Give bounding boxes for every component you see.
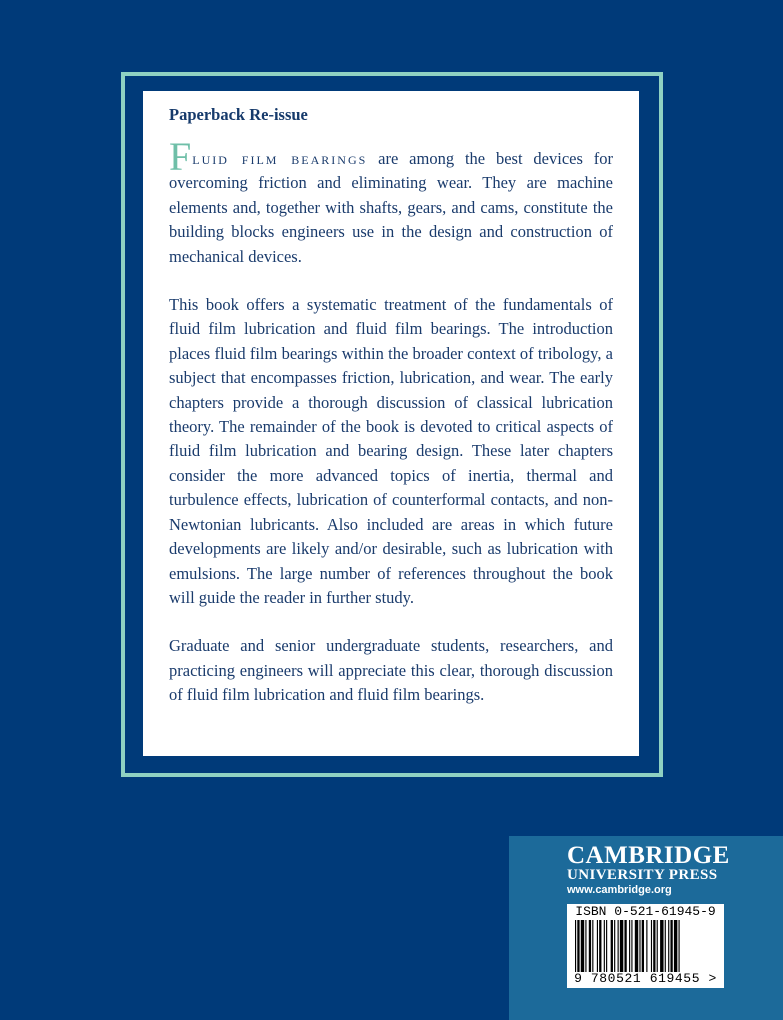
barcode-block: [567, 904, 724, 988]
intro-rest: are among the best devices for overcoming friction and eliminating wear. They are machine elements and, together with shafts, gears, and cams, constitute the building blocks engineers use in the design and construction of mechanical devices.: [169, 149, 613, 266]
audience-paragraph: Graduate and senior undergraduate students, researchers, and practicing engineers will appreciate this clear, thorough discussion of fluid film lubrication and fluid film bearings.: [169, 636, 613, 705]
publisher-name: CAMBRIDGE: [567, 842, 730, 869]
publisher-block: [509, 836, 783, 1020]
publisher-subtitle: UNIVERSITY PRESS: [567, 867, 718, 883]
drop-cap: F: [169, 134, 192, 179]
reissue-heading: Paperback Re-issue: [169, 105, 308, 124]
intro-smallcaps: luid film bearings: [192, 149, 368, 168]
barcode-digits: 9 780521 619455 >: [574, 971, 717, 986]
barcode-icon: [573, 920, 718, 972]
description-paragraph: This book offers a systematic treatment of the fundamentals of fluid film lubrication and fluid film bearings. The introduction places fluid film bearings within the broader context of tribology, a subject that encompasses friction, lubrication, and wear. The early chapters provide a thorough discussion of classical lubrication theory. The remainder of the book is devoted to critical aspects of fluid film lubrication and bearing design. These later chapters consider the more advanced topics of inertia, thermal and turbulence effects, lubrication of counterformal contacts, and non-Newtonian lubricants. Also included are areas in which future developments are likely and/or desirable, such as lubrication with emulsions. The large number of references throughout the book will guide the reader in further study.: [169, 295, 613, 607]
intro-paragraph: [169, 134, 613, 269]
blurb-panel: [143, 91, 639, 756]
publisher-url: www.cambridge.org: [567, 884, 672, 896]
isbn-label: ISBN 0-521-61945-9: [575, 904, 716, 919]
